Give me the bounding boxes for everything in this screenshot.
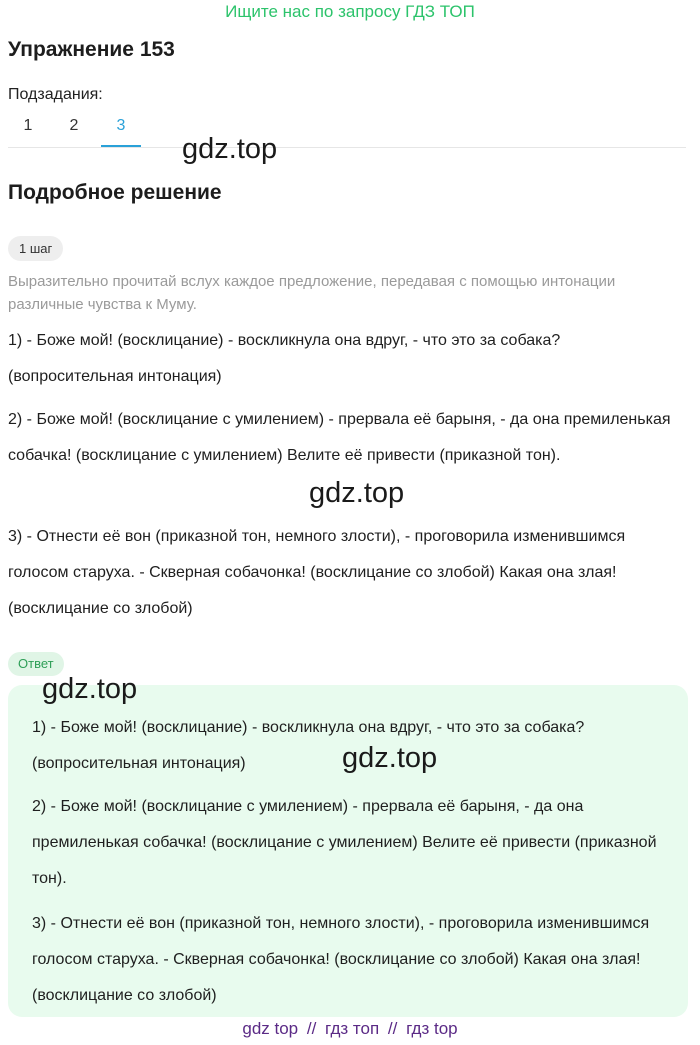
watermark: gdz.top — [182, 133, 278, 165]
footer-separator: // — [387, 1019, 398, 1038]
solution-paragraph-1: 1) - Боже мой! (восклицание) - воскликнула она вдруг, - что это за собака? (вопросительная интонация) — [8, 332, 561, 385]
subtasks-label: Подзадания: — [8, 86, 103, 103]
instruction-text: Выразительно прочитай вслух каждое предложение, передавая с помощью интонации различные чувства к Муму. — [8, 273, 616, 313]
subtask-tabs — [8, 108, 686, 148]
answer-badge: Ответ — [8, 652, 64, 676]
solution-title: Подробное решение — [8, 181, 222, 204]
solution-paragraph-2: 2) - Боже мой! (восклицание с умилением) - прервала её барыня, - да она премиленькая собачка! (восклицание с умилением) Велите её привести (приказной тон). — [8, 411, 671, 464]
answer-paragraph-3: 3) - Отнести её вон (приказной тон, немного злости), - проговорила изменившимся голосом старуха. - Скверная собачонка! (восклицание со злобой) Какая она злая! (восклицание со злобой) — [32, 915, 650, 1004]
answer-paragraph-1: 1) - Боже мой! (восклицание) - воскликнула она вдруг, - что это за собака? (вопросительная интонация) — [32, 719, 585, 772]
footer-link-gdz-top-mixed[interactable]: гдз top — [406, 1019, 458, 1038]
footer-separator: // — [306, 1019, 317, 1038]
step-badge: 1 шаг — [8, 236, 63, 261]
answer-paragraph-2: 2) - Боже мой! (восклицание с умилением) - прервала её барыня, - да она премиленькая собачка! (восклицание с умилением) Велите её привести (приказной тон). — [32, 798, 657, 887]
answer-box — [8, 685, 688, 1017]
page-title: Упражнение 153 — [8, 38, 175, 61]
footer-links — [0, 1019, 700, 1039]
tab-subtask-2[interactable]: 2 — [69, 117, 79, 134]
footer-link-gdz-top-ru[interactable]: гдз топ — [325, 1019, 380, 1038]
tab-subtask-1[interactable]: 1 — [23, 117, 33, 134]
watermark: gdz.top — [309, 477, 405, 509]
watermark: gdz.top — [42, 673, 138, 705]
watermark: gdz.top — [342, 742, 438, 774]
tab-subtask-3-active[interactable]: 3 — [101, 108, 141, 147]
footer-link-gdz-top[interactable]: gdz top — [242, 1019, 299, 1038]
solution-paragraph-3: 3) - Отнести её вон (приказной тон, немного злости), - проговорила изменившимся голосом старуха. - Скверная собачонка! (восклицание со злобой) Какая она злая! (восклицание со злобой) — [8, 528, 626, 617]
top-banner: Ищите нас по запросу ГДЗ ТОП — [225, 2, 475, 21]
